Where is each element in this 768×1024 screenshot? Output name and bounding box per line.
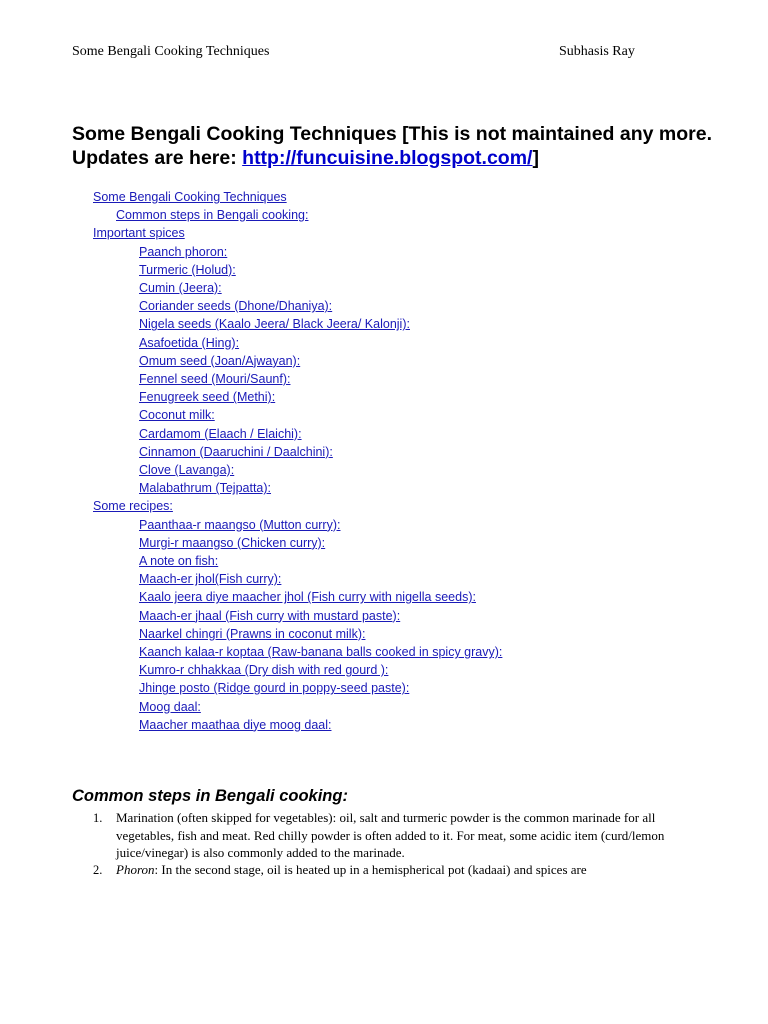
toc-link[interactable]: Maach-er jhaal (Fish curry with mustard paste): [139,608,401,623]
toc-link[interactable]: Coriander seeds (Dhone/Dhaniya): [139,299,333,314]
step-text [116,809,676,862]
toc-link[interactable]: Nigela seeds (Kaalo Jeera/ Black Jeera/ Kalonji): [139,317,410,332]
toc-link[interactable]: Coconut milk: [139,408,215,423]
toc-link[interactable]: Paanch phoron: [139,244,228,259]
step-body: Marination (often skipped for vegetables): oil, salt and turmeric powder is the common marinade for all vegetables, fish and meat. Red chilly powder is often added to it. For meat, some acidic item (curd/lemon juice/vinegar) is also commonly added to the marinade. [116,810,665,860]
toc-link[interactable]: Turmeric (Holud): [139,262,236,277]
toc-link[interactable]: Some recipes: [93,499,173,514]
toc-link[interactable]: Kumro-r chhakkaa (Dry dish with red gourd ): [139,663,389,678]
running-header-author: Subhasis Ray [559,44,635,59]
toc-link[interactable]: Murgi-r maangso (Chicken curry): [139,535,326,550]
step-lead: Phoron [116,862,155,877]
toc-link[interactable]: Fenugreek seed (Methi): [139,390,276,405]
running-header-title: Some Bengali Cooking Techniques [72,44,270,59]
toc-link[interactable]: Clove (Lavanga): [139,463,235,477]
toc-link[interactable]: Fennel seed (Mouri/Saunf): [139,372,291,386]
toc-link[interactable]: Important spices [93,226,185,241]
toc-link[interactable]: Cumin (Jeera): [139,281,222,295]
toc-link[interactable]: Cinnamon (Daaruchini / Daalchini): [139,444,333,459]
section-heading: Common steps in Bengali cooking: [72,787,348,805]
title-suffix: ] [532,147,539,169]
step-text [116,861,676,879]
page-title [72,122,712,170]
toc-link[interactable]: Asafoetida (Hing): [139,335,240,350]
title-text: Some Bengali Cooking Techniques [This is not maintained any more. Updates are here: [72,123,712,169]
toc-link[interactable]: Malabathrum (Tejpatta): [139,481,272,496]
step-body: : In the second stage, oil is heated up in a hemispherical pot (kadaai) and spices are [154,862,587,877]
blog-link[interactable]: http://funcuisine.blogspot.com/ [242,147,533,169]
toc-link[interactable]: A note on fish: [139,554,219,568]
toc-link[interactable]: Moog daal: [139,699,201,714]
toc-link[interactable]: Jhinge posto (Ridge gourd in poppy-seed paste): [139,681,410,696]
step-number: 1. [93,811,103,825]
toc-link[interactable]: Omum seed (Joan/Ajwayan): [139,353,301,368]
step-number: 2. [93,863,103,877]
toc-link[interactable]: Kaalo jeera diye maacher jhol (Fish curry with nigella seeds): [139,590,476,605]
toc-link[interactable]: Paanthaa-r maangso (Mutton curry): [139,517,341,532]
toc-link[interactable]: Cardamom (Elaach / Elaichi): [139,426,302,441]
toc-link[interactable]: Kaanch kalaa-r koptaa (Raw-banana balls cooked in spicy gravy): [139,645,503,659]
toc-link[interactable]: Some Bengali Cooking Techniques [93,190,287,204]
toc-link[interactable]: Naarkel chingri (Prawns in coconut milk): [139,626,366,641]
toc-link[interactable]: Maach-er jhol(Fish curry): [139,572,282,587]
toc-link[interactable]: Maacher maathaa diye moog daal: [139,717,332,732]
toc-link[interactable]: Common steps in Bengali cooking: [116,208,309,223]
